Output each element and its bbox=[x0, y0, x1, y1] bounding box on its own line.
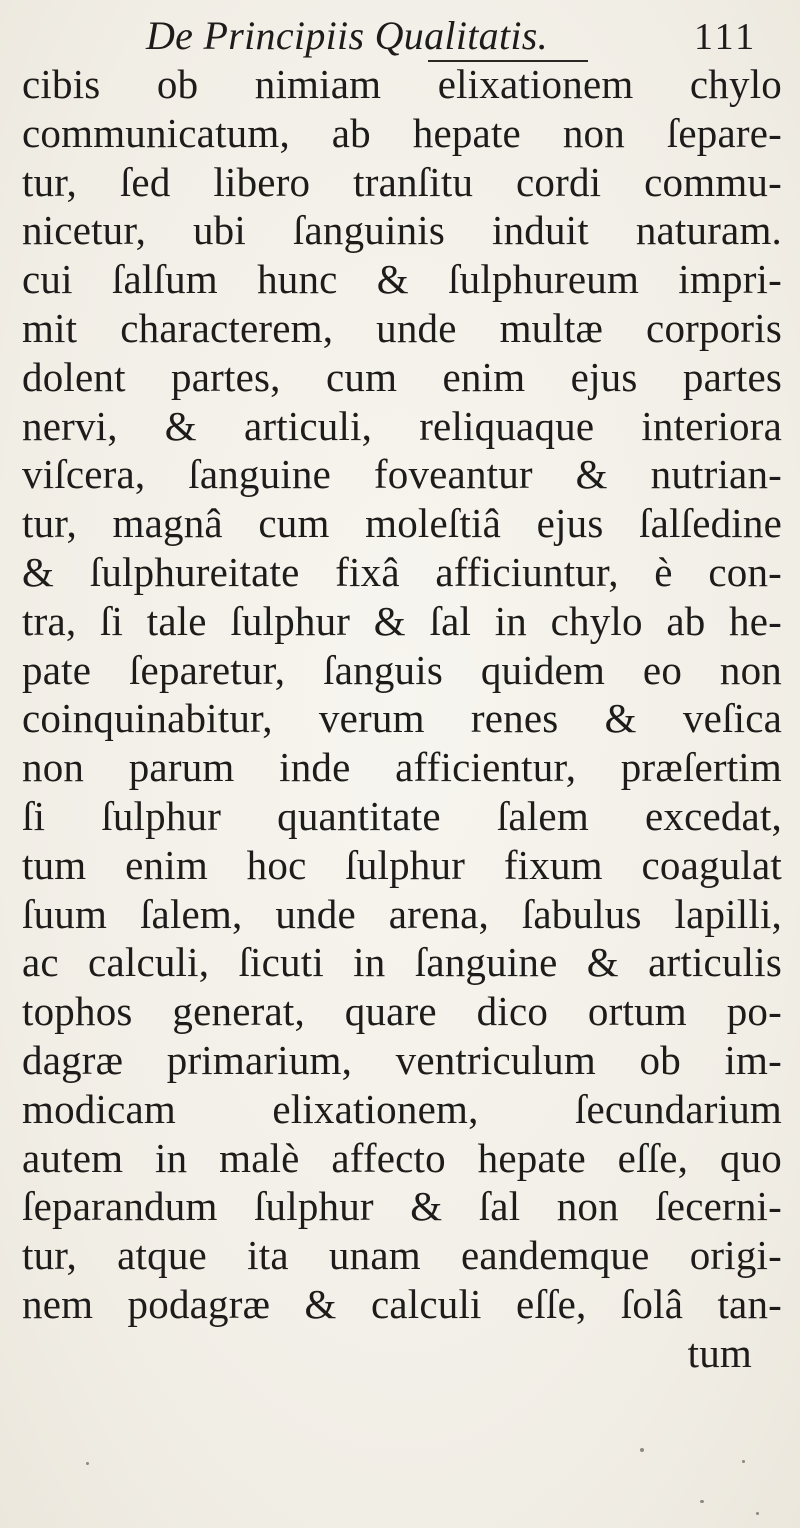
text-line: & ſulphureitate fixâ afficiuntur, è con- bbox=[22, 548, 782, 595]
catchword: tum bbox=[687, 1329, 752, 1376]
text-line: pate ſeparetur, ſanguis quidem eo non bbox=[22, 646, 782, 693]
text-line: non parum inde afficientur, præſertim bbox=[22, 744, 782, 791]
text-line: nervi, & articuli, reliquaque interiora bbox=[22, 402, 782, 449]
text-line: communicatum, ab hepate non ſepare- bbox=[22, 109, 782, 156]
print-speck bbox=[756, 1512, 759, 1515]
text-line: ſeparandum ſulphur & ſal non ſecerni- bbox=[22, 1183, 782, 1230]
running-title-text: De Principiis Qualitatis. bbox=[146, 13, 548, 58]
text-line: ac calculi, ſicuti in ſanguine & articulis bbox=[22, 939, 782, 986]
print-speck bbox=[640, 1448, 644, 1452]
text-line: tur, magnâ cum moleſtiâ ejus ſalſedine bbox=[22, 500, 782, 547]
print-speck bbox=[700, 1500, 704, 1503]
text-line: ſi ſulphur quantitate ſalem excedat, bbox=[22, 792, 782, 839]
text-line: dolent partes, cum enim ejus partes bbox=[22, 353, 782, 400]
text-line: ſuum ſalem, unde arena, ſabulus lapilli, bbox=[22, 890, 782, 937]
text-line: mit characterem, unde multæ corporis bbox=[22, 304, 782, 351]
print-speck bbox=[86, 1462, 89, 1465]
text-line: dagræ primarium, ventriculum ob im- bbox=[22, 1036, 782, 1083]
text-line: viſcera, ſanguine foveantur & nutrian- bbox=[22, 451, 782, 498]
text-line: coinquinabitur, verum renes & veſica bbox=[22, 695, 782, 742]
text-line: tur, atque ita unam eandemque origi- bbox=[22, 1232, 782, 1279]
text-line: autem in malè affecto hepate eſſe, quo bbox=[22, 1134, 782, 1181]
text-line: nem podagræ & calculi eſſe, ſolâ tan- bbox=[22, 1280, 782, 1327]
text-line: tum enim hoc ſulphur fixum coagulat bbox=[22, 841, 782, 888]
text-line: cibis ob nimiam elixationem chylo bbox=[22, 61, 782, 107]
text-line: tur, ſed libero tranſitu cordi commu- bbox=[22, 158, 782, 205]
text-line: cui ſalſum hunc & ſulphureum impri- bbox=[22, 256, 782, 303]
page-header bbox=[0, 8, 800, 58]
print-speck bbox=[742, 1460, 745, 1463]
running-title bbox=[146, 14, 548, 58]
text-line: tra, ſi tale ſulphur & ſal in chylo ab he- bbox=[22, 597, 782, 644]
page-number: 111 bbox=[694, 16, 758, 58]
text-line: nicetur, ubi ſanguinis induit naturam. bbox=[22, 207, 782, 254]
body-text bbox=[22, 60, 782, 1378]
text-line: modicam elixationem, ſecundarium bbox=[22, 1085, 782, 1132]
text-line: tophos generat, quare dico ortum po- bbox=[22, 988, 782, 1035]
